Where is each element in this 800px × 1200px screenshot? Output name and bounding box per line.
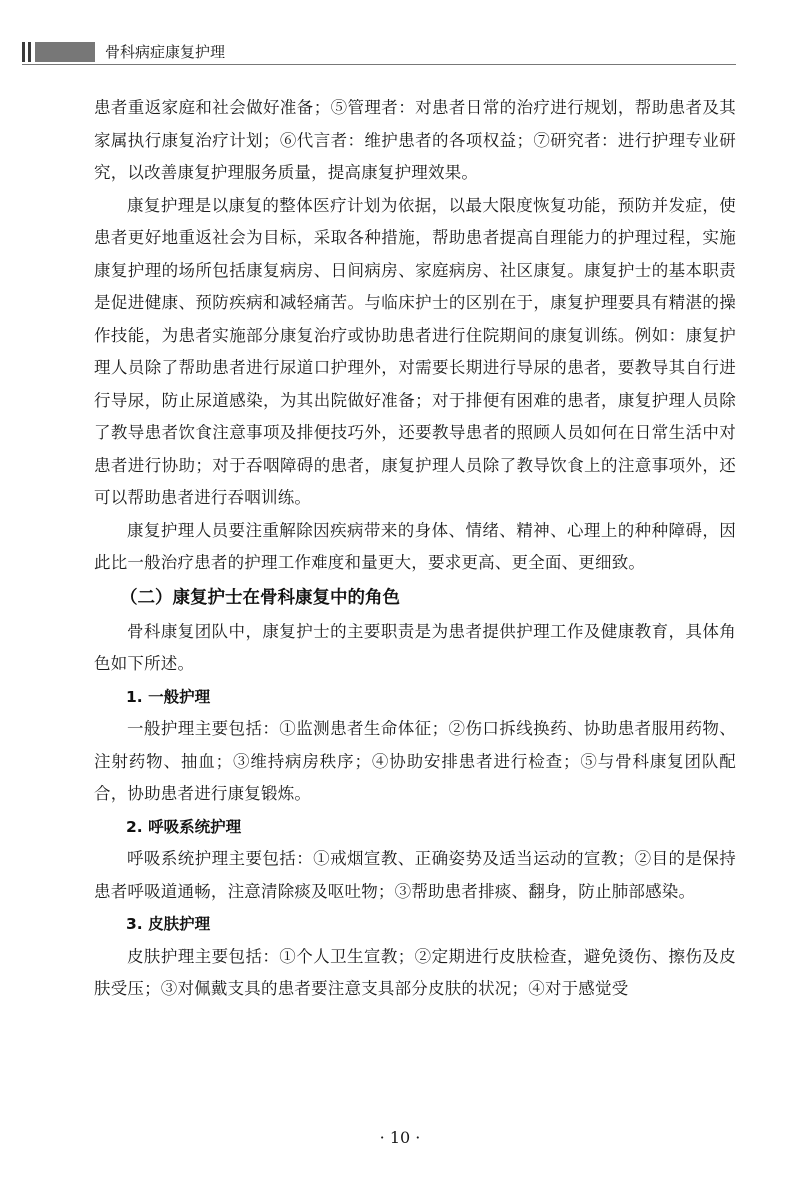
paragraph-rehab-nursing-definition: 康复护理是以康复的整体医疗计划为依据，以最大限度恢复功能，预防并发症，使患者更好地重返社会为目标，采取各种措施，帮助患者提高自理能力的护理过程，实施康复护理的场所包括康复病房、日间病房、家庭病房、社区康复。康复护士的基本职责是促进健康、预防疾病和减轻痛苦。与临床护士的区别在于，康复护理要具有精湛的操作技能，为患者实施部分康复治疗或协助患者进行住院期间的康复训练。例如：康复护理人员除了帮助患者进行尿道口护理外，对需要长期进行导尿的患者，要教导其自行进行导尿，防止尿道感染，为其出院做好准备；对于排便有困难的患者，康复护理人员除了教导患者饮食注意事项及排便技巧外，还要教导患者的照顾人员如何在日常生活中对患者进行协助；对于吞咽障碍的患者，康复护理人员除了教导饮食上的注意事项外，还可以帮助患者进行吞咽训练。: [94, 195, 736, 507]
section-heading: （二）康复护士在骨科康复中的角色: [120, 587, 400, 608]
paragraph-roles-continued: 患者重返家庭和社会做好准备；⑤管理者：对患者日常的治疗进行规划，帮助患者及其家属执行康复治疗计划；⑥代言者：维护患者的各项权益；⑦研究者：进行护理专业研究，以改善康复护理服务质量，提高康复护理效果。: [94, 98, 736, 182]
header-rule: [22, 64, 736, 65]
header-bar-middle: [28, 42, 31, 62]
page-body: [94, 92, 736, 1006]
paragraph-general-nursing: 一般护理主要包括：①监测患者生命体征；②伤口拆线换药、协助患者服用药物、注射药物、抽血；③维持病房秩序；④协助安排患者进行检查；⑤与骨科康复团队配合，协助患者进行康复锻炼。: [94, 719, 736, 803]
page-number: · 10 ·: [379, 1128, 421, 1147]
running-header: [22, 40, 736, 64]
paragraph-section-intro: 骨科康复团队中，康复护士的主要职责是为患者提供护理工作及健康教育，具体角色如下所述。: [94, 621, 736, 673]
subheading-skin-nursing: 3. 皮肤护理: [126, 915, 211, 933]
paragraph-skin-nursing: 皮肤护理主要包括：①个人卫生宣教；②定期进行皮肤检查，避免烫伤、擦伤及皮肤受压；③对佩戴支具的患者要注意支具部分皮肤的状况；④对于感觉受: [94, 946, 736, 998]
subheading-respiratory-nursing: 2. 呼吸系统护理: [126, 817, 242, 836]
paragraph-respiratory-nursing: 呼吸系统护理主要包括：①戒烟宣教、正确姿势及适当运动的宣教；②目的是保持患者呼吸道通畅，注意清除痰及呕吐物；③帮助患者排痰、翻身，防止肺部感染。: [94, 849, 736, 901]
paragraph-rehab-nursing-difficulty: 康复护理人员要注重解除因疾病带来的身体、情绪、精神、心理上的种种障碍，因此比一般治疗患者的护理工作难度和量更大，要求更高、更全面、更细致。: [94, 520, 736, 572]
header-gray-block: [35, 42, 95, 62]
book-title: 骨科病症康复护理: [105, 43, 226, 61]
header-bar-left: [22, 42, 25, 62]
subheading-general-nursing: 1. 一般护理: [126, 687, 211, 706]
